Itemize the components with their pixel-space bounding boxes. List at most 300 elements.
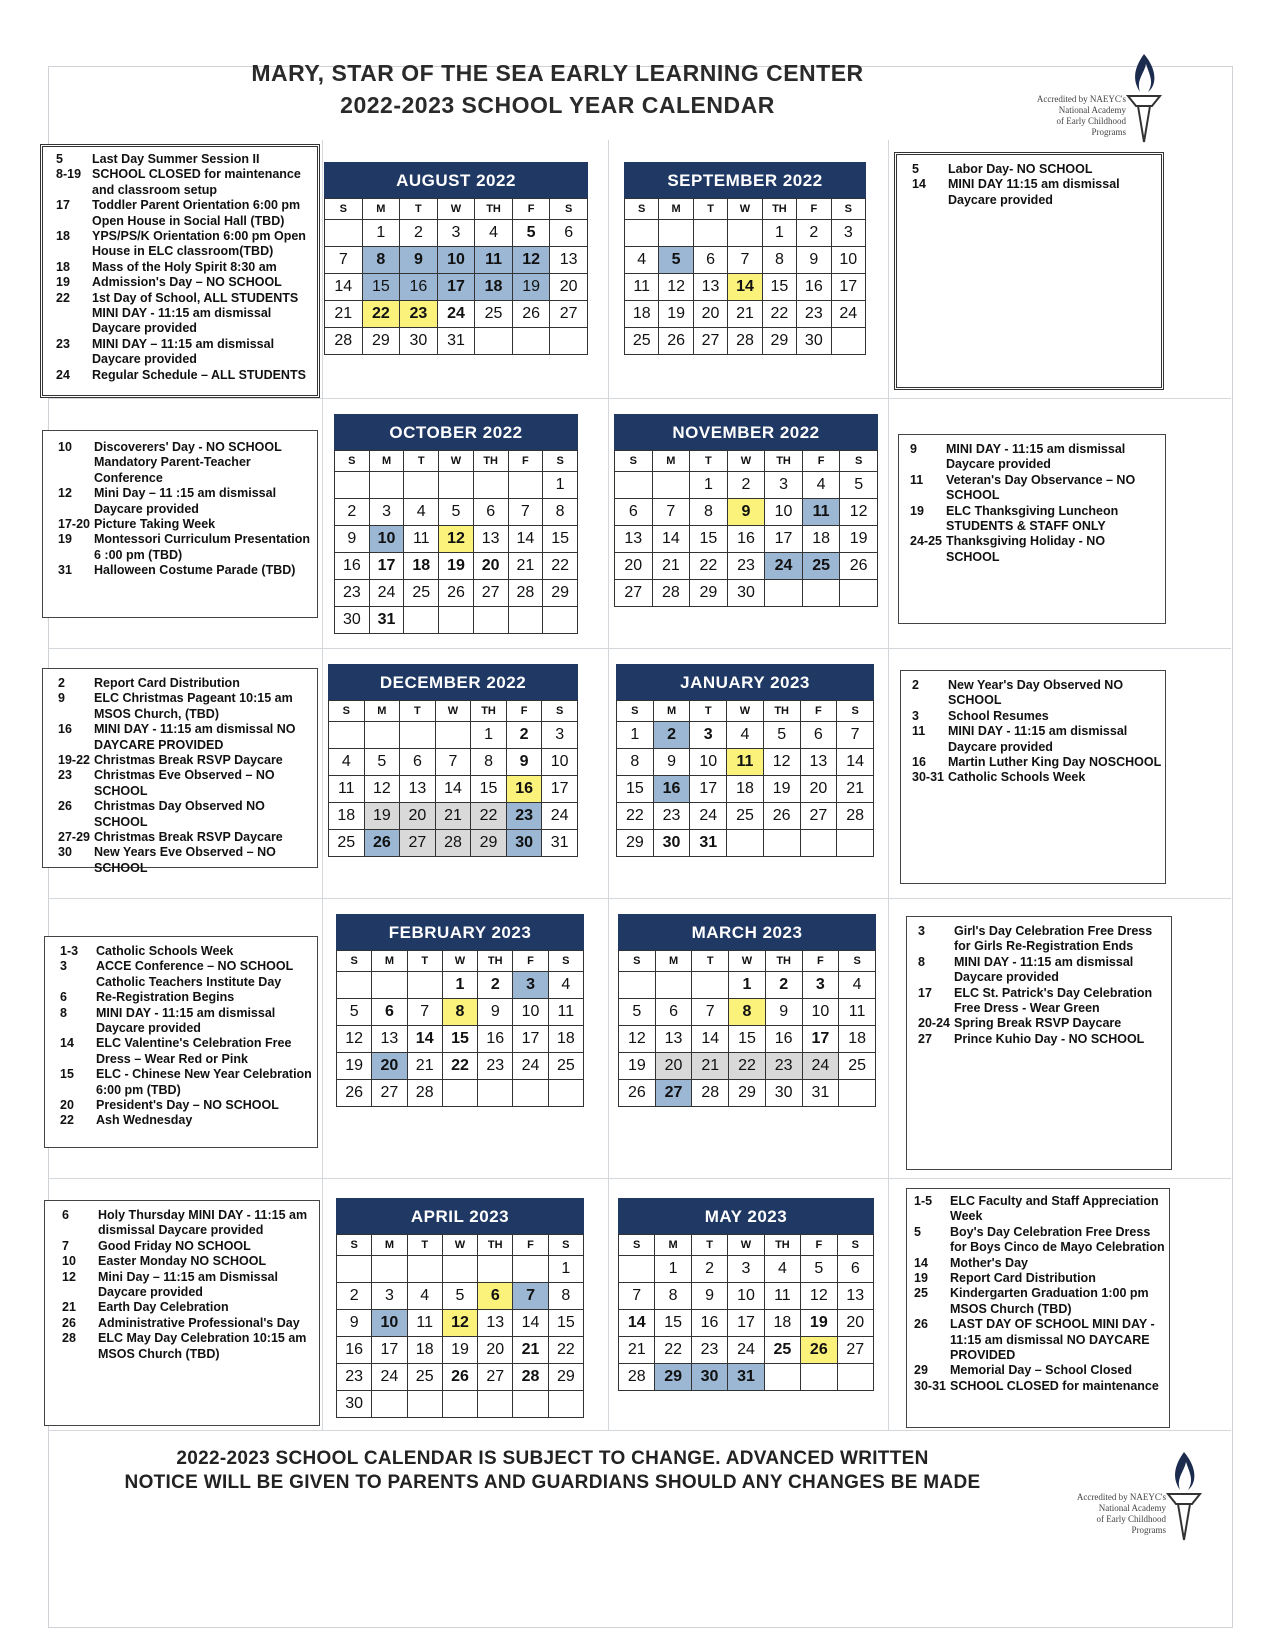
change-notice-line1: 2022-2023 SCHOOL CALENDAR IS SUBJECT TO CHANGE. ADVANCED WRITTEN (176, 1448, 929, 1469)
empty-cell (400, 722, 436, 749)
day-cell: 21 (837, 776, 874, 803)
event-text: MINI DAY - 11:15 am dismissal NO DAYCARE PROVIDED (94, 722, 296, 752)
day-cell: 11 (475, 247, 513, 274)
day-cell: 19 (439, 553, 474, 580)
day-cell: 21 (652, 553, 690, 580)
weekday-label: T (400, 701, 436, 722)
day-cell: 21 (508, 553, 543, 580)
day-cell: 7 (508, 499, 543, 526)
day-cell: 4 (625, 247, 659, 274)
day-cell: 23 (727, 553, 765, 580)
event-date: 24 (56, 367, 70, 382)
day-cell: 15 (471, 776, 507, 803)
day-cell: 19 (801, 1310, 837, 1337)
event-text: ACCE Conference – NO SCHOOL Catholic Teachers Institute Day (96, 959, 294, 989)
event-text: Report Card Distribution (950, 1271, 1096, 1286)
month-title: FEBRUARY 2023 (336, 914, 584, 950)
event-item (914, 1225, 1168, 1256)
day-cell: 6 (400, 749, 436, 776)
day-cell: 10 (765, 499, 803, 526)
event-text: Discoverers' Day - NO SCHOOL Mandatory Parent-Teacher Conference (94, 440, 282, 485)
weekday-label: TH (765, 951, 802, 972)
event-date: 26 (58, 799, 72, 814)
day-cell: 3 (802, 972, 839, 999)
event-text: Girl's Day Celebration Free Dress for Girls Re-Registration Ends (954, 924, 1153, 954)
day-cell: 14 (508, 526, 543, 553)
day-cell: 15 (543, 526, 578, 553)
weekday-label: W (435, 701, 471, 722)
event-date: 26 (62, 1315, 76, 1330)
event-date: 10 (58, 440, 72, 454)
event-item (60, 1113, 314, 1128)
day-cell: 1 (548, 1256, 583, 1283)
event-date: 16 (58, 722, 72, 737)
month-title: APRIL 2023 (336, 1198, 584, 1234)
day-cell: 14 (513, 1310, 548, 1337)
empty-cell (840, 580, 878, 607)
day-cell: 15 (362, 274, 400, 301)
event-date: 2 (912, 678, 919, 692)
day-cell: 10 (802, 999, 839, 1026)
month-calendar (334, 414, 578, 634)
day-cell: 13 (837, 1283, 873, 1310)
event-item (58, 830, 314, 845)
event-text: MINI DAY - 11:15 am dismissal Daycare provided (946, 442, 1126, 472)
day-cell: 6 (655, 999, 692, 1026)
day-cell: 17 (831, 274, 865, 301)
event-item (62, 1208, 316, 1239)
day-cell: 28 (508, 580, 543, 607)
day-cell: 10 (437, 247, 475, 274)
change-notice-line2: NOTICE WILL BE GIVEN TO PARENTS AND GUARDIANS SHOULD ANY CHANGES BE MADE (124, 1472, 981, 1493)
day-cell: 12 (337, 1026, 372, 1053)
event-date: 19-22 (58, 753, 90, 768)
weekday-label: T (404, 451, 439, 472)
weekday-label: F (508, 451, 543, 472)
day-cell: 27 (655, 1080, 692, 1107)
day-cell: 31 (437, 328, 475, 355)
empty-cell (364, 722, 400, 749)
grid-line (48, 1430, 1231, 1431)
day-cell: 6 (693, 247, 727, 274)
event-date: 15 (60, 1067, 74, 1082)
weekday-label: M (653, 701, 690, 722)
empty-cell (407, 1256, 442, 1283)
day-cell: 22 (442, 1053, 477, 1080)
day-cell: 30 (335, 607, 370, 634)
weekday-label: TH (478, 951, 513, 972)
day-cell: 22 (471, 803, 507, 830)
event-text: SCHOOL CLOSED for maintenance and classroom setup (92, 167, 301, 197)
day-cell: 29 (543, 580, 578, 607)
day-cell: 16 (506, 776, 542, 803)
weekday-label: W (727, 701, 764, 722)
event-item (60, 1006, 314, 1037)
weekday-label: S (550, 199, 588, 220)
event-list (910, 442, 1160, 565)
empty-cell (728, 220, 762, 247)
day-cell: 19 (763, 776, 800, 803)
day-cell: 17 (513, 1026, 548, 1053)
empty-cell (407, 972, 442, 999)
weekday-label: S (337, 951, 372, 972)
day-cell: 28 (407, 1080, 442, 1107)
empty-cell (655, 972, 692, 999)
day-cell: 12 (364, 776, 400, 803)
day-cell: 3 (542, 722, 578, 749)
event-item (56, 198, 314, 229)
event-item (62, 1239, 316, 1254)
day-cell: 27 (615, 580, 653, 607)
weekday-label: S (548, 1235, 583, 1256)
weekday-label: W (728, 199, 762, 220)
event-date: 22 (56, 290, 70, 305)
event-text: Picture Taking Week (94, 517, 216, 532)
day-cell: 17 (690, 776, 727, 803)
event-item (914, 1256, 1168, 1271)
event-date: 28 (62, 1331, 76, 1346)
grid-line (48, 1178, 1231, 1179)
grid-line (322, 140, 323, 1430)
weekday-label: F (801, 1235, 837, 1256)
event-text: Last Day Summer Session II (92, 152, 260, 166)
day-cell: 29 (617, 830, 654, 857)
event-item (918, 1032, 1168, 1047)
event-date: 17 (56, 198, 70, 213)
event-item (58, 532, 312, 563)
weekday-label: F (800, 701, 837, 722)
day-cell: 11 (404, 526, 439, 553)
day-cell: 13 (655, 1026, 692, 1053)
weekday-label: F (506, 701, 542, 722)
weekday-label: W (729, 951, 766, 972)
event-date: 14 (914, 1255, 928, 1270)
event-text: Administrative Professional's Day (98, 1315, 300, 1330)
day-cell: 25 (802, 553, 840, 580)
event-date: 19 (56, 275, 70, 290)
event-item (62, 1331, 316, 1362)
day-cell: 9 (797, 247, 831, 274)
day-cell: 1 (762, 220, 796, 247)
event-list (58, 676, 314, 876)
day-cell: 22 (548, 1337, 583, 1364)
day-cell: 5 (763, 722, 800, 749)
day-cell: 4 (548, 972, 583, 999)
day-cell: 4 (475, 220, 513, 247)
month-calendar (614, 414, 878, 607)
day-cell: 20 (800, 776, 837, 803)
event-text: Kindergarten Graduation 1:00 pm MSOS Church (TBD) (950, 1286, 1149, 1316)
day-cell: 14 (435, 776, 471, 803)
event-list (912, 678, 1162, 786)
day-cell: 6 (478, 1283, 513, 1310)
month-title: MARCH 2023 (618, 914, 876, 950)
event-date: 31 (58, 563, 72, 578)
event-date: 30-31 (912, 770, 944, 785)
day-cell: 30 (691, 1364, 727, 1391)
empty-cell (513, 1256, 548, 1283)
event-date: 6 (60, 990, 67, 1005)
day-cell: 12 (763, 749, 800, 776)
event-item (912, 724, 1162, 755)
event-text: School Resumes (948, 708, 1049, 723)
empty-cell (765, 580, 803, 607)
event-date: 18 (56, 229, 70, 244)
day-cell: 22 (362, 301, 400, 328)
center-name-title: MARY, STAR OF THE SEA EARLY LEARNING CENTER (251, 60, 864, 86)
day-cell: 22 (690, 553, 728, 580)
event-item (56, 337, 314, 368)
day-cell: 3 (513, 972, 548, 999)
event-text: Labor Day- NO SCHOOL (948, 162, 1093, 176)
weekday-label: T (693, 199, 727, 220)
day-cell: 31 (542, 830, 578, 857)
empty-cell (548, 1391, 583, 1418)
day-cell: 7 (407, 999, 442, 1026)
day-cell: 6 (800, 722, 837, 749)
event-text: Regular Schedule – ALL STUDENTS (92, 367, 306, 382)
event-item (62, 1270, 316, 1301)
day-cell: 30 (506, 830, 542, 857)
day-cell: 28 (513, 1364, 548, 1391)
day-cell: 25 (839, 1053, 876, 1080)
weekday-label: TH (763, 701, 800, 722)
day-cell: 18 (404, 553, 439, 580)
month-title: JANUARY 2023 (616, 664, 874, 700)
month-title: MAY 2023 (618, 1198, 874, 1234)
day-cell: 5 (619, 999, 656, 1026)
event-item (60, 1067, 314, 1098)
event-item (918, 924, 1168, 955)
day-cell: 13 (473, 526, 508, 553)
day-cell: 24 (690, 803, 727, 830)
empty-cell (692, 972, 729, 999)
month-calendar (624, 162, 866, 355)
day-cell: 9 (653, 749, 690, 776)
weekday-label: T (690, 701, 727, 722)
empty-cell (800, 830, 837, 857)
weekday-label: M (655, 1235, 691, 1256)
empty-cell (837, 1364, 873, 1391)
month-calendar (336, 914, 584, 1107)
day-cell: 9 (765, 999, 802, 1026)
day-cell: 18 (475, 274, 513, 301)
day-cell: 28 (837, 803, 874, 830)
event-item (60, 990, 314, 1005)
day-cell: 5 (439, 499, 474, 526)
empty-cell (764, 1364, 800, 1391)
day-cell: 21 (513, 1337, 548, 1364)
day-cell: 19 (659, 301, 693, 328)
empty-cell (337, 1256, 372, 1283)
day-cell: 20 (837, 1310, 873, 1337)
month-title: NOVEMBER 2022 (614, 414, 878, 450)
empty-cell (801, 1364, 837, 1391)
event-item (56, 260, 314, 275)
day-cell: 22 (617, 803, 654, 830)
weekday-label: W (727, 451, 765, 472)
event-text: ELC Faculty and Staff Appreciation Week (950, 1194, 1159, 1224)
empty-cell (508, 472, 543, 499)
grid-line (608, 140, 609, 1430)
day-cell: 2 (691, 1256, 727, 1283)
event-text: Mother's Day (950, 1255, 1028, 1270)
event-item (910, 504, 1160, 535)
day-cell: 25 (727, 803, 764, 830)
empty-cell (404, 607, 439, 634)
weekday-label: S (542, 701, 578, 722)
weekday-label: W (442, 1235, 477, 1256)
day-cell: 4 (802, 472, 840, 499)
event-date: 19 (58, 532, 72, 547)
empty-cell (329, 722, 365, 749)
event-item (58, 799, 314, 830)
torch-icon (1124, 50, 1164, 145)
weekday-label: T (692, 951, 729, 972)
event-item (912, 162, 1152, 177)
event-date: 25 (914, 1286, 928, 1301)
event-date: 8 (60, 1005, 67, 1020)
day-cell: 5 (801, 1256, 837, 1283)
day-cell: 10 (542, 749, 578, 776)
month-title: AUGUST 2022 (324, 162, 588, 198)
day-cell: 16 (765, 1026, 802, 1053)
weekday-label: M (372, 1235, 407, 1256)
weekday-label: S (619, 951, 656, 972)
day-cell: 27 (550, 301, 588, 328)
event-item (914, 1286, 1168, 1317)
day-cell: 23 (400, 301, 438, 328)
day-cell: 15 (690, 526, 728, 553)
event-text: Mini Day – 11 :15 am dismissal Daycare provided (94, 486, 277, 516)
event-text: Christmas Break RSVP Daycare (94, 830, 283, 845)
naeyc-accreditation-logo (1006, 50, 1181, 150)
day-cell: 2 (478, 972, 513, 999)
day-cell: 12 (840, 499, 878, 526)
day-cell: 14 (325, 274, 363, 301)
empty-cell (369, 472, 404, 499)
month-calendar (328, 664, 578, 857)
day-cell: 13 (478, 1310, 513, 1337)
day-cell: 26 (337, 1080, 372, 1107)
day-cell: 17 (369, 553, 404, 580)
event-text: MINI DAY - 11:15 am dismissal Daycare provided (948, 724, 1128, 754)
event-text: Easter Monday NO SCHOOL (98, 1254, 267, 1269)
day-cell: 11 (727, 749, 764, 776)
event-item (912, 770, 1162, 785)
day-cell: 28 (435, 830, 471, 857)
event-date: 30 (58, 845, 72, 860)
event-date: 11 (910, 472, 924, 487)
event-item (914, 1379, 1168, 1394)
event-item (914, 1363, 1168, 1378)
event-date: 5 (914, 1224, 921, 1239)
day-cell: 11 (625, 274, 659, 301)
day-cell: 2 (400, 220, 438, 247)
day-cell: 22 (729, 1053, 766, 1080)
day-cell: 6 (473, 499, 508, 526)
day-cell: 4 (404, 499, 439, 526)
weekday-label: F (512, 199, 550, 220)
day-cell: 27 (400, 830, 436, 857)
day-cell: 3 (369, 499, 404, 526)
day-cell: 16 (653, 776, 690, 803)
day-cell: 25 (407, 1364, 442, 1391)
weekday-label: W (442, 951, 477, 972)
event-item (58, 676, 314, 691)
day-cell: 20 (473, 553, 508, 580)
empty-cell (478, 1080, 513, 1107)
empty-cell (831, 328, 865, 355)
day-cell: 23 (653, 803, 690, 830)
day-cell: 4 (764, 1256, 800, 1283)
day-cell: 5 (337, 999, 372, 1026)
event-text: New Year's Day Observed NO SCHOOL (948, 678, 1124, 708)
day-cell: 17 (542, 776, 578, 803)
event-text: ELC - Chinese New Year Celebration 6:00 pm (TBD) (96, 1067, 312, 1097)
day-cell: 10 (513, 999, 548, 1026)
event-text: ELC Thanksgiving Luncheon STUDENTS & STAFF ONLY (946, 503, 1119, 534)
event-date: 11 (912, 724, 926, 739)
event-item (912, 709, 1162, 724)
event-date: 22 (60, 1113, 74, 1128)
day-cell: 1 (543, 472, 578, 499)
event-text: Report Card Distribution (94, 676, 240, 690)
day-cell: 13 (372, 1026, 407, 1053)
day-cell: 13 (615, 526, 653, 553)
day-cell: 19 (364, 803, 400, 830)
event-list (62, 1208, 316, 1362)
empty-cell (693, 220, 727, 247)
day-cell: 29 (729, 1080, 766, 1107)
day-cell: 8 (362, 247, 400, 274)
day-cell: 9 (337, 1310, 372, 1337)
event-text: ELC Valentine's Celebration Free Dress – Wear Red or Pink (96, 1036, 292, 1066)
day-cell: 27 (478, 1364, 513, 1391)
event-text: Mini Day – 11:15 am Dismissal Daycare provided (98, 1269, 278, 1300)
empty-cell (335, 472, 370, 499)
empty-cell (404, 472, 439, 499)
day-cell: 29 (362, 328, 400, 355)
event-date: 20 (60, 1098, 74, 1113)
event-item (914, 1194, 1168, 1225)
event-item (56, 167, 314, 198)
event-date: 18 (56, 259, 70, 274)
day-cell: 9 (727, 499, 765, 526)
event-date: 10 (62, 1254, 76, 1269)
weekday-label: M (652, 451, 690, 472)
calendar-year-title: 2022-2023 SCHOOL YEAR CALENDAR (340, 92, 775, 118)
empty-cell (325, 220, 363, 247)
day-cell: 26 (763, 803, 800, 830)
event-date: 24-25 (910, 534, 942, 549)
day-cell: 18 (407, 1337, 442, 1364)
event-text: Mass of the Holy Spirit 8:30 am (92, 259, 277, 274)
empty-cell (439, 472, 474, 499)
day-cell: 26 (364, 830, 400, 857)
day-cell: 26 (512, 301, 550, 328)
day-cell: 7 (652, 499, 690, 526)
day-cell: 21 (407, 1053, 442, 1080)
weekday-label: TH (762, 199, 796, 220)
day-cell: 15 (729, 1026, 766, 1053)
day-cell: 4 (329, 749, 365, 776)
empty-cell (372, 1256, 407, 1283)
event-date: 1-5 (914, 1194, 933, 1208)
empty-cell (763, 830, 800, 857)
day-cell: 18 (839, 1026, 876, 1053)
day-cell: 8 (471, 749, 507, 776)
